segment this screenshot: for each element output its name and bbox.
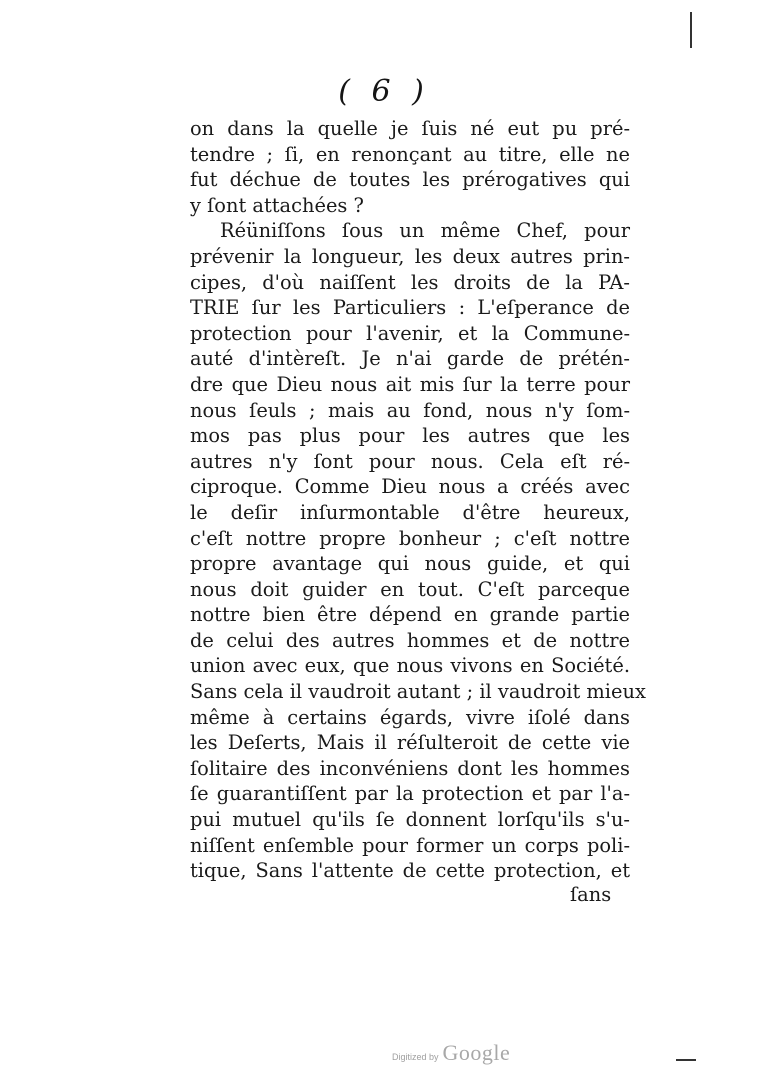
digitized-by-label: Digitized by [392, 1052, 439, 1062]
text-line: dre que Dieu nous ait mis ſur la terre pour [190, 372, 630, 396]
text-line: de celui des autres hommes et de nottre [190, 628, 630, 652]
page-number: ( 6 ) [338, 74, 430, 109]
text-line: pui mutuel qu'ils ſe donnent lorſqu'ils s'u- [190, 808, 630, 832]
text-line: on dans la quelle je ſuis né eut pu pré- [190, 117, 630, 140]
text-line: prévenir la longueur, les deux autres prin- [190, 244, 630, 268]
text-line: niſſent enſemble pour former un corps poli- [190, 833, 630, 857]
google-logo: Google [442, 1040, 511, 1065]
text-line: le deſir inſurmontable d'être heureux, [190, 500, 630, 524]
text-line: cipes, d'où naiſſent les droits de la PA- [190, 270, 630, 294]
text-line: y ſont attachées ? [190, 193, 364, 217]
text-line: les Deſerts, Mais il réſulteroit de cette vie [190, 731, 630, 755]
text-line: c'eſt nottre propre bonheur ; c'eſt nottre [190, 526, 630, 550]
text-line: nous doit guider en tout. C'eſt parceque [190, 577, 630, 601]
text-line: TRIE ſur les Particuliers : L'eſperance de [190, 296, 630, 320]
margin-mark-top [690, 12, 692, 48]
text-line: autres n'y ſont pour nous. Cela eſt ré- [190, 449, 630, 473]
text-line: même à certains égards, vivre iſolé dans [190, 705, 630, 729]
text-line: tique, Sans l'attente de cette protection, et [190, 859, 630, 883]
text-line: ciproque. Comme Dieu nous a créés avec [190, 475, 630, 499]
text-line: nous ſeuls ; mais au fond, nous n'y ſom- [190, 398, 630, 422]
text-line: Réüniſſons ſous un même Chef, pour [220, 219, 630, 243]
text-line: Sans cela il vaudroit autant ; il vaudroit mieux [190, 680, 646, 704]
margin-mark-bottom [676, 1059, 696, 1061]
body-text [190, 116, 646, 884]
text-line: ſolitaire des inconvéniens dont les hommes [190, 756, 630, 780]
text-line: union avec eux, que nous vivons en Société. [190, 654, 630, 678]
text-line: tendre ; ſi, en renonçant au titre, elle ne [190, 142, 630, 166]
text-line: ſe guarantiſſent par la protection et par l'a- [190, 782, 630, 806]
text-line: mos pas plus pour les autres que les [190, 424, 630, 448]
catchword: ſans [570, 883, 612, 906]
text-line: auté d'intèreſt. Je n'ai garde de prétén- [190, 347, 630, 371]
text-line: nottre bien être dépend en grande partie [190, 603, 630, 627]
text-line: propre avantage qui nous guide, et qui [190, 552, 630, 576]
text-line: protection pour l'avenir, et la Commune- [190, 321, 630, 345]
text-line: fut déchue de toutes les prérogatives qui [190, 168, 630, 192]
google-watermark [392, 1040, 510, 1066]
